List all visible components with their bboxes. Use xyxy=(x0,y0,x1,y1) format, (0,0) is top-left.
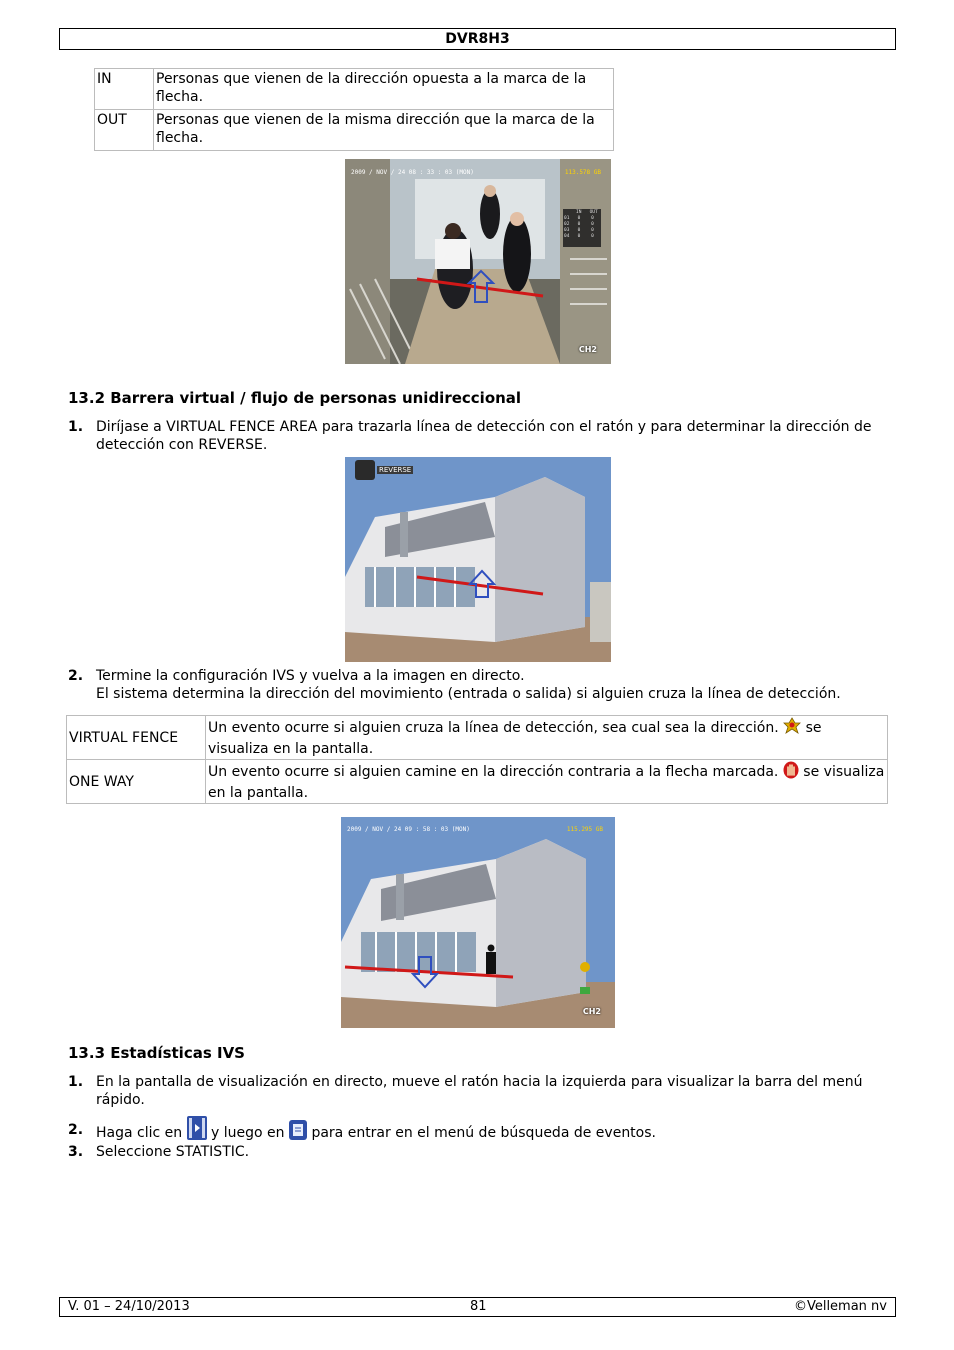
hand-stop-icon xyxy=(783,761,799,784)
channel-label: CH2 xyxy=(582,1007,601,1016)
reverse-button[interactable]: REVERSE xyxy=(379,466,412,474)
step-line: Termine la configuración IVS y vuelva a la imagen en directo. xyxy=(96,668,525,684)
table-cell-desc: Un evento ocurre si alguien camine en la dirección contraria a la flecha marcada. se visualiza en la pantalla. xyxy=(206,760,888,804)
section-heading: 13.3 Estadísticas IVS xyxy=(68,1044,245,1062)
step-number: 2. xyxy=(68,1122,84,1138)
document-title: DVR8H3 xyxy=(445,31,510,47)
channel-label: CH2 xyxy=(578,345,597,354)
counter-row: 04 0 0 xyxy=(564,234,594,239)
step-text: En la pantalla de visualización en directo, mueve el ratón hacia la izquierda para visualizar la barra del menú rápido. xyxy=(96,1074,863,1108)
table-row xyxy=(67,716,888,760)
table-cell-desc: Personas que vienen de la misma dirección que la marca de la flecha. xyxy=(154,110,614,151)
document-footer xyxy=(59,1297,896,1317)
step-number: 1. xyxy=(68,1074,84,1090)
direction-table xyxy=(94,68,614,151)
table-cell-key: OUT xyxy=(95,110,154,151)
camera-image-doorway xyxy=(345,159,611,364)
table-cell-key: ONE WAY xyxy=(67,760,206,804)
table-row xyxy=(67,760,888,804)
counter-row: 02 0 0 xyxy=(564,222,594,227)
osd-disk-space: 113.578 GB xyxy=(564,169,601,176)
table-cell-key: VIRTUAL FENCE xyxy=(67,716,206,760)
step-line: El sistema determina la dirección del movimiento (entrada o salida) si alguien cruza la línea de detección. xyxy=(96,685,841,702)
osd-disk-space: 115.295 GB xyxy=(566,826,603,833)
mode-table xyxy=(66,715,888,804)
footer-copyright: ©Velleman nv xyxy=(793,1299,887,1314)
table-row xyxy=(95,110,614,151)
document-header xyxy=(59,28,896,50)
counter-row: 01 0 0 xyxy=(564,216,594,221)
table-cell-desc: Un evento ocurre si alguien cruza la línea de detección, sea cual sea la dirección. se visualiza en la pantalla. xyxy=(206,716,888,760)
step-number: 2. xyxy=(68,668,84,684)
step-text: Seleccione STATISTIC. xyxy=(96,1144,250,1160)
table-cell-desc: Personas que vienen de la dirección opuesta a la marca de la flecha. xyxy=(154,69,614,110)
section-heading: 13.2 Barrera virtual / flujo de personas unidireccional xyxy=(68,389,522,407)
counter-out-label: OUT xyxy=(589,210,598,215)
page-number: 81 xyxy=(470,1299,487,1314)
step-text xyxy=(96,668,926,703)
camera-image-house-live xyxy=(341,817,615,1028)
camera-image-house-reverse xyxy=(345,457,611,662)
table-cell-key: IN xyxy=(95,69,154,110)
table-row xyxy=(95,69,614,110)
step-text: Haga clic en y luego en para entrar en el menú de búsqueda de eventos. xyxy=(96,1116,896,1149)
people-counter-panel xyxy=(564,210,600,240)
osd-datetime: 2009 / NOV / 24 09 : 58 : 03 (MON) xyxy=(347,826,470,833)
footer-version: V. 01 – 24/10/2013 xyxy=(68,1299,190,1314)
event-search-icon[interactable] xyxy=(289,1120,307,1149)
step-number: 1. xyxy=(68,419,84,435)
counter-row: 03 0 0 xyxy=(564,228,594,233)
fence-alert-icon xyxy=(783,717,801,740)
counter-in-label: IN xyxy=(576,210,582,215)
step-number: 3. xyxy=(68,1144,84,1160)
step-text: Diríjase a VIRTUAL FENCE AREA para trazarla línea de detección con el ratón y para determinar la dirección de detección con REVERSE. xyxy=(96,419,872,453)
osd-datetime: 2009 / NOV / 24 08 : 33 : 03 (MON) xyxy=(351,169,474,176)
